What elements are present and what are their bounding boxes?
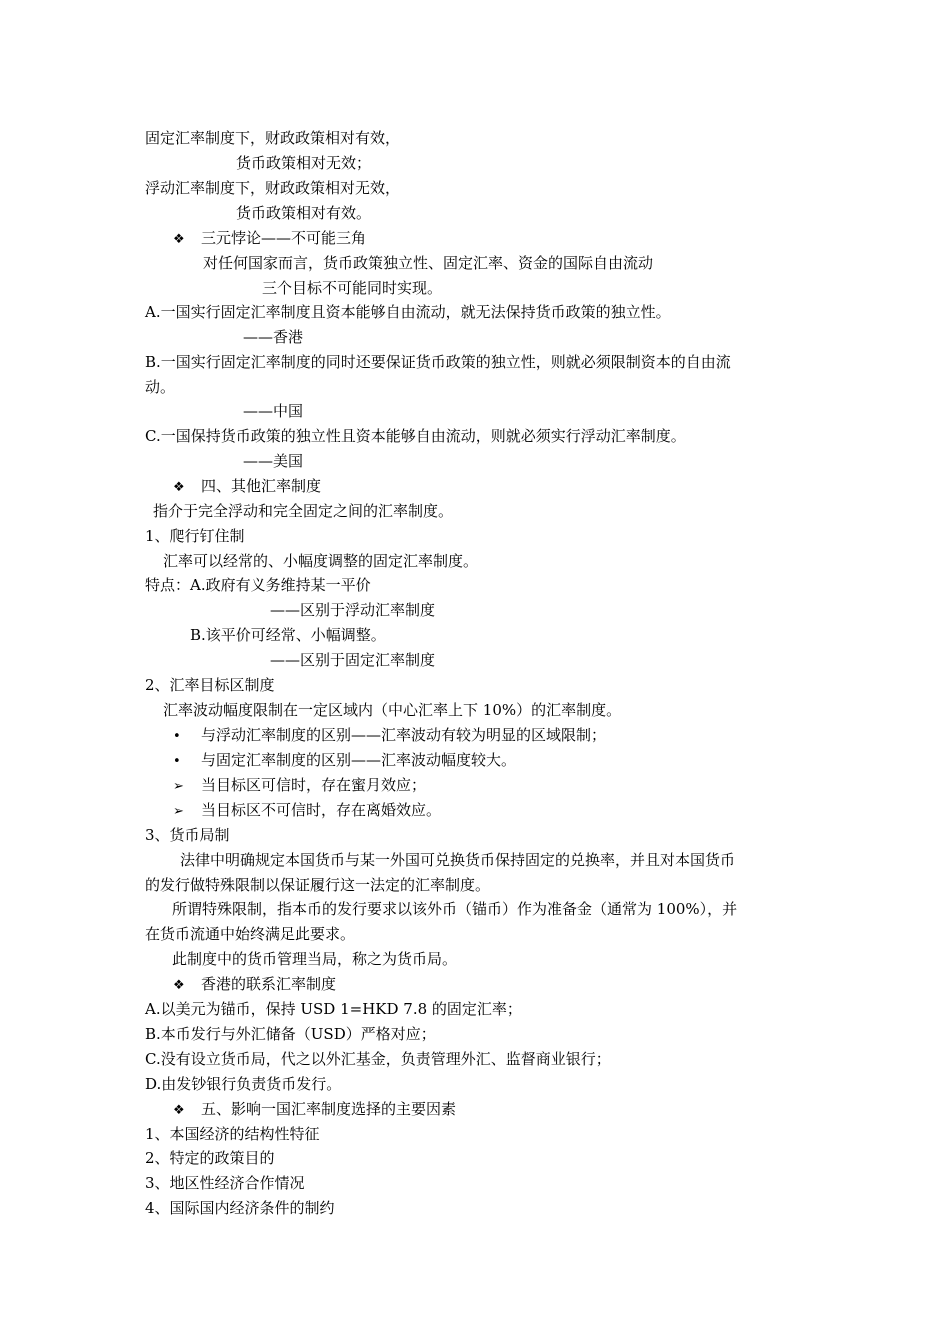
diamond-bullet-icon: ❖ [173, 232, 185, 247]
section-heading [173, 476, 321, 498]
text-line: 在货币流通中始终满足此要求。 [145, 925, 356, 943]
heading-text: 五、影响一国汇率制度选择的主要因素 [201, 1100, 457, 1118]
text-line: 4、国际国内经济条件的制约 [145, 1199, 335, 1217]
text-line: 货币政策相对无效； [236, 154, 372, 172]
text-line: B.一国实行固定汇率制度的同时还要保证货币政策的独立性，则就必须限制资本的自由流 [145, 353, 731, 371]
text-line: 三个目标不可能同时实现。 [262, 279, 443, 297]
text-line: C.一国保持货币政策的独立性且资本能够自由流动，则就必须实行浮动汇率制度。 [145, 427, 686, 445]
text-line: 所谓特殊限制，指本币的发行要求以该外币（锚币）作为准备金（通常为 100%），并 [172, 900, 738, 918]
arrow-bullet-icon: ➢ [173, 779, 184, 794]
text-line: 浮动汇率制度下，财政政策相对无效， [145, 179, 401, 197]
text-line: 2、特定的政策目的 [145, 1149, 275, 1167]
list-item-text: 当目标区可信时，存在蜜月效应； [201, 776, 427, 794]
text-line: 1、本国经济的结构性特征 [145, 1125, 320, 1143]
list-item-text: 与固定汇率制度的区别——汇率波动幅度较大。 [201, 751, 517, 769]
text-line: 2、汇率目标区制度 [145, 676, 275, 694]
text-line: 法律中明确规定本国货币与某一外国可兑换货币保持固定的兑换率，并且对本国货币 [180, 851, 736, 869]
text-line: 3、地区性经济合作情况 [145, 1174, 305, 1192]
list-item-text: 与浮动汇率制度的区别——汇率波动有较为明显的区域限制； [201, 726, 607, 744]
text-line: 3、货币局制 [145, 826, 230, 844]
section-heading [173, 1099, 456, 1121]
text-line: 指介于完全浮动和完全固定之间的汇率制度。 [153, 502, 454, 520]
heading-text: 三元悖论——不可能三角 [201, 229, 367, 247]
text-line: C.没有设立货币局，代之以外汇基金，负责管理外汇、监督商业银行； [145, 1050, 611, 1068]
list-item [173, 800, 441, 822]
heading-text: 香港的联系汇率制度 [201, 975, 337, 993]
diamond-bullet-icon: ❖ [173, 978, 185, 993]
text-line: 特点：A.政府有义务维持某一平价 [145, 576, 371, 594]
text-line: 汇率可以经常的、小幅度调整的固定汇率制度。 [163, 552, 479, 570]
bullet-icon: • [173, 729, 181, 744]
text-line: ——中国 [243, 402, 304, 420]
diamond-bullet-icon: ❖ [173, 1103, 185, 1118]
text-line: 固定汇率制度下，财政政策相对有效， [145, 129, 401, 147]
section-heading [173, 228, 366, 250]
text-line: ——美国 [243, 452, 304, 470]
section-heading [173, 974, 336, 996]
list-item [173, 725, 606, 747]
text-line: 对任何国家而言，货币政策独立性、固定汇率、资金的国际自由流动 [203, 254, 654, 272]
text-line: 的发行做特殊限制以保证履行这一法定的汇率制度。 [145, 876, 491, 894]
text-line: ——区别于固定汇率制度 [270, 651, 436, 669]
text-line: 动。 [145, 378, 176, 396]
text-line: 货币政策相对有效。 [236, 204, 372, 222]
text-line: D.由发钞银行负责货币发行。 [145, 1075, 342, 1093]
list-item-text: 当目标区不可信时，存在离婚效应。 [201, 801, 442, 819]
text-line: 1、爬行钉住制 [145, 527, 245, 545]
text-line: 此制度中的货币管理当局，称之为货币局。 [172, 950, 458, 968]
arrow-bullet-icon: ➢ [173, 804, 184, 819]
list-item [173, 750, 516, 772]
text-line: B.本币发行与外汇储备（USD）严格对应； [145, 1025, 436, 1043]
text-line: B.该平价可经常、小幅调整。 [190, 626, 386, 644]
text-line: 汇率波动幅度限制在一定区域内（中心汇率上下 10%）的汇率制度。 [163, 701, 622, 719]
list-item [173, 775, 426, 797]
bullet-icon: • [173, 754, 181, 769]
text-line: A.以美元为锚币，保持 USD 1=HKD 7.8 的固定汇率； [145, 1000, 522, 1018]
text-line: A.一国实行固定汇率制度且资本能够自由流动，就无法保持货币政策的独立性。 [145, 303, 671, 321]
text-line: ——区别于浮动汇率制度 [270, 601, 436, 619]
text-line: ——香港 [243, 328, 304, 346]
diamond-bullet-icon: ❖ [173, 480, 185, 495]
heading-text: 四、其他汇率制度 [201, 477, 322, 495]
